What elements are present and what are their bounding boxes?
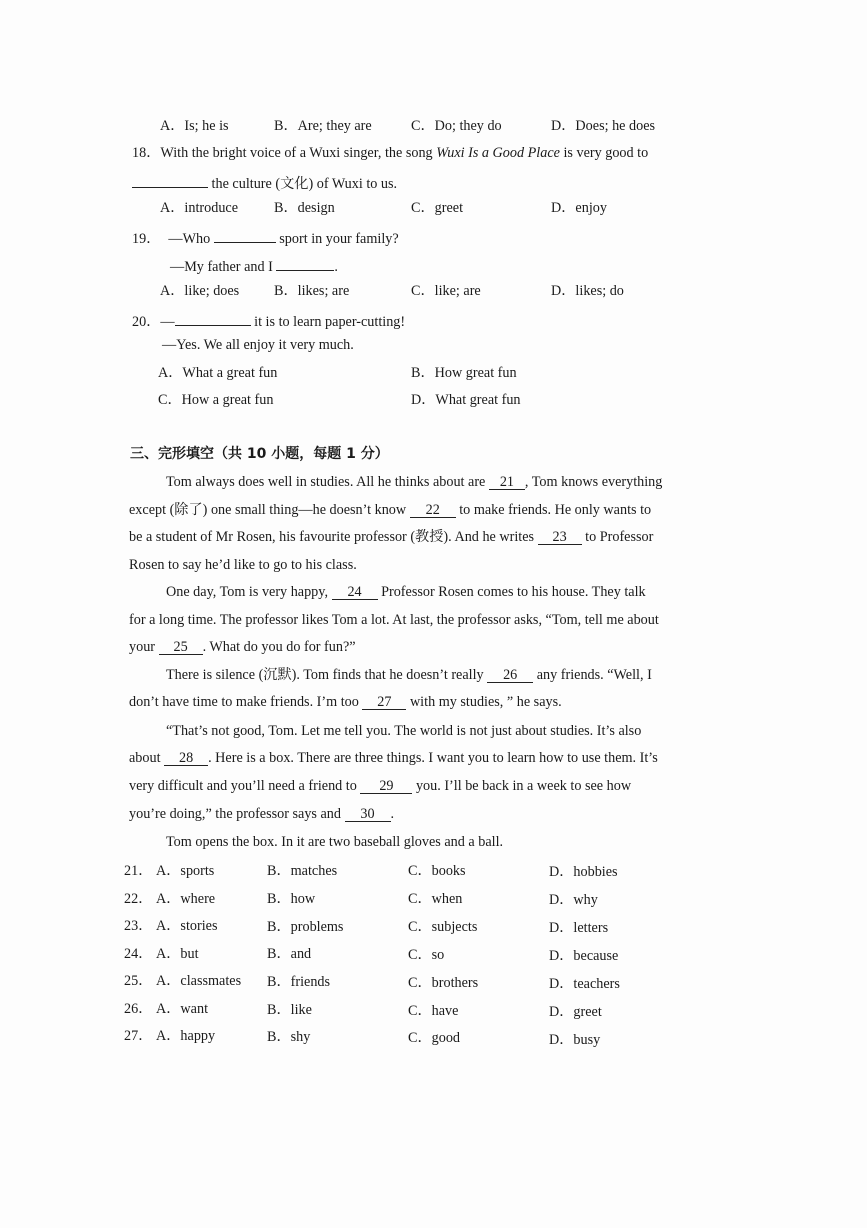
q20-number: 20． xyxy=(132,314,161,330)
option-25-a: A．classmates xyxy=(156,973,242,989)
q19-line2-end: . xyxy=(334,259,338,275)
option-27-d: D．busy xyxy=(549,1032,601,1048)
passage-text: . What do you do for fun?” xyxy=(202,639,356,655)
option-25-c: C．brothers xyxy=(408,975,479,991)
passage-line: Rosen to say he’d like to go to his class. xyxy=(129,557,357,573)
blank-22[interactable]: 22 xyxy=(410,501,456,518)
q20-line1-dash: — xyxy=(160,314,175,330)
option-26-d: D．greet xyxy=(549,1004,602,1020)
passage-text: about xyxy=(129,750,165,766)
option-number: 24． xyxy=(124,946,153,962)
passage-text: . Here is a box. There are three things. I want you to learn how to use them. It’s xyxy=(208,750,658,766)
q19-line2-text: —My father and I xyxy=(170,259,277,275)
q19-option-a: A．like; does xyxy=(160,283,240,299)
option-25-b: B．friends xyxy=(267,974,331,990)
q20-option-a: A．What a great fun xyxy=(158,365,278,381)
passage-text: you. I’ll be back in a week to see how xyxy=(412,778,632,794)
passage-line xyxy=(166,473,662,491)
q18-stem-text: With the bright voice of a Wuxi singer, the song xyxy=(160,145,437,161)
option-25-d: D．teachers xyxy=(549,976,620,992)
option-number: 23． xyxy=(124,918,153,934)
blank-30[interactable]: 30 xyxy=(345,805,391,822)
q19-option-c: C．like; are xyxy=(411,283,481,299)
option-24-a: A．but xyxy=(156,946,199,962)
option-23-d: D．letters xyxy=(549,920,609,936)
passage-text: to make friends. He only wants to xyxy=(455,502,652,518)
passage-line xyxy=(129,528,653,546)
option-21-d: D．hobbies xyxy=(549,864,618,880)
q20-blank[interactable] xyxy=(175,309,251,326)
option-23-c: C．subjects xyxy=(408,919,478,935)
option-21-c: C．books xyxy=(408,863,466,879)
q18-stem-line2 xyxy=(132,171,397,193)
passage-line: for a long time. The professor likes Tom a lot. At last, the professor asks, “Tom, tell me about xyxy=(129,612,659,628)
q18-option-a: A．introduce xyxy=(160,200,239,216)
q20-line2: —Yes. We all enjoy it very much. xyxy=(162,337,354,353)
option-row-25 xyxy=(124,972,156,990)
q20-option-b: B．How great fun xyxy=(411,365,517,381)
passage-line xyxy=(129,638,356,656)
section-3-heading: 三、完形填空（共 10 小题，每题 1 分） xyxy=(130,446,389,462)
q20-option-c: C．How a great fun xyxy=(158,392,274,408)
option-22-d: D．why xyxy=(549,892,598,908)
option-number: 26． xyxy=(124,1001,153,1017)
blank-25[interactable]: 25 xyxy=(159,638,203,655)
passage-line xyxy=(166,666,652,684)
passage-line: Tom opens the box. In it are two baseball gloves and a ball. xyxy=(166,834,504,850)
option-23-b: B．problems xyxy=(267,919,344,935)
option-number: 25． xyxy=(124,973,153,989)
option-27-a: A．happy xyxy=(156,1028,216,1044)
option-24-d: D．because xyxy=(549,948,619,964)
passage-text: except (除了) one small thing—he doesn’t know xyxy=(129,502,410,518)
option-row-24 xyxy=(124,945,156,963)
passage-text: . xyxy=(390,806,395,822)
passage-text: One day, Tom is very happy, xyxy=(166,584,332,600)
option-22-a: A．where xyxy=(156,891,216,907)
passage-text: be a student of Mr Rosen, his favourite professor (教授). And he writes xyxy=(129,529,538,545)
option-row-26 xyxy=(124,1000,156,1018)
option-21-b: B．matches xyxy=(267,863,338,879)
q17-option-a: A．Is; he is xyxy=(160,118,229,134)
passage-text: to Professor xyxy=(581,529,654,545)
q19-line1 xyxy=(132,226,399,248)
option-24-b: B．and xyxy=(267,946,312,962)
blank-21[interactable]: 21 xyxy=(489,473,525,490)
passage-text: your xyxy=(129,639,159,655)
q18-stem-line1 xyxy=(132,144,648,162)
passage-text: you’re doing,” the professor says and xyxy=(129,806,345,822)
option-23-a: A．stories xyxy=(156,918,218,934)
q18-blank[interactable] xyxy=(132,171,208,188)
passage-text: Professor Rosen comes to his house. They talk xyxy=(377,584,646,600)
option-26-a: A．want xyxy=(156,1001,209,1017)
option-22-b: B．how xyxy=(267,891,316,907)
blank-26[interactable]: 26 xyxy=(487,666,533,683)
passage-text: very difficult and you’ll need a friend to xyxy=(129,778,361,794)
q17-option-b: B．Are; they are xyxy=(274,118,372,134)
q19-number: 19． xyxy=(132,231,161,247)
option-row-22 xyxy=(124,890,156,908)
passage-text: with my studies, ” he says. xyxy=(406,694,562,710)
passage-line xyxy=(129,805,394,823)
q18-option-b: B．design xyxy=(274,200,335,216)
q19-option-d: D．likes; do xyxy=(551,283,624,299)
passage-text: any friends. “Well, I xyxy=(533,667,652,683)
q20-option-d: D．What great fun xyxy=(411,392,521,408)
option-24-c: C．so xyxy=(408,947,445,963)
q19-blank-2[interactable] xyxy=(276,254,334,271)
passage-line: “That’s not good, Tom. Let me tell you. The world is not just about studies. It’s also xyxy=(166,723,642,739)
option-27-c: C．good xyxy=(408,1030,461,1046)
q19-blank-1[interactable] xyxy=(214,226,276,243)
option-26-c: C．have xyxy=(408,1003,459,1019)
blank-23[interactable]: 23 xyxy=(538,528,582,545)
song-title: Wuxi Is a Good Place xyxy=(436,145,560,161)
option-number: 27． xyxy=(124,1028,153,1044)
q18-stem-text-b: is very good to xyxy=(559,145,649,161)
q18-stem-text-c: the culture (文化) of Wuxi to us. xyxy=(208,176,398,192)
option-27-b: B．shy xyxy=(267,1029,311,1045)
passage-text: don’t have time to make friends. I’m too xyxy=(129,694,363,710)
q17-option-d: D．Does; he does xyxy=(551,118,656,134)
q20-line1-text: it is to learn paper-cutting! xyxy=(250,314,406,330)
passage-line xyxy=(129,749,658,767)
option-row-27 xyxy=(124,1027,156,1045)
option-number: 21． xyxy=(124,863,153,879)
blank-29[interactable]: 29 xyxy=(360,777,412,794)
blank-28[interactable]: 28 xyxy=(164,749,208,766)
q18-number: 18． xyxy=(132,145,161,161)
q19-line1-text: —Who xyxy=(168,231,214,247)
q19-line2 xyxy=(170,254,338,276)
passage-line xyxy=(129,501,651,519)
option-26-b: B．like xyxy=(267,1002,312,1018)
q18-option-c: C．greet xyxy=(411,200,464,216)
q19-option-b: B．likes; are xyxy=(274,283,350,299)
blank-24[interactable]: 24 xyxy=(332,583,378,600)
passage-line xyxy=(129,777,631,795)
passage-text: There is silence (沉默). Tom finds that he doesn’t really xyxy=(166,667,488,683)
option-21-a: A．sports xyxy=(156,863,215,879)
q17-option-c: C．Do; they do xyxy=(411,118,502,134)
passage-text: Tom always does well in studies. All he thinks about are xyxy=(166,474,489,490)
passage-text: , Tom knows everything xyxy=(524,474,663,490)
passage-line xyxy=(129,693,562,711)
passage-line xyxy=(166,583,646,601)
q19-line1-text-b: sport in your family? xyxy=(275,231,399,247)
option-number: 22． xyxy=(124,891,153,907)
q18-option-d: D．enjoy xyxy=(551,200,607,216)
q20-line1 xyxy=(132,309,405,331)
blank-27[interactable]: 27 xyxy=(362,693,406,710)
option-22-c: C．when xyxy=(408,891,463,907)
option-row-21 xyxy=(124,862,156,880)
option-row-23 xyxy=(124,917,156,935)
